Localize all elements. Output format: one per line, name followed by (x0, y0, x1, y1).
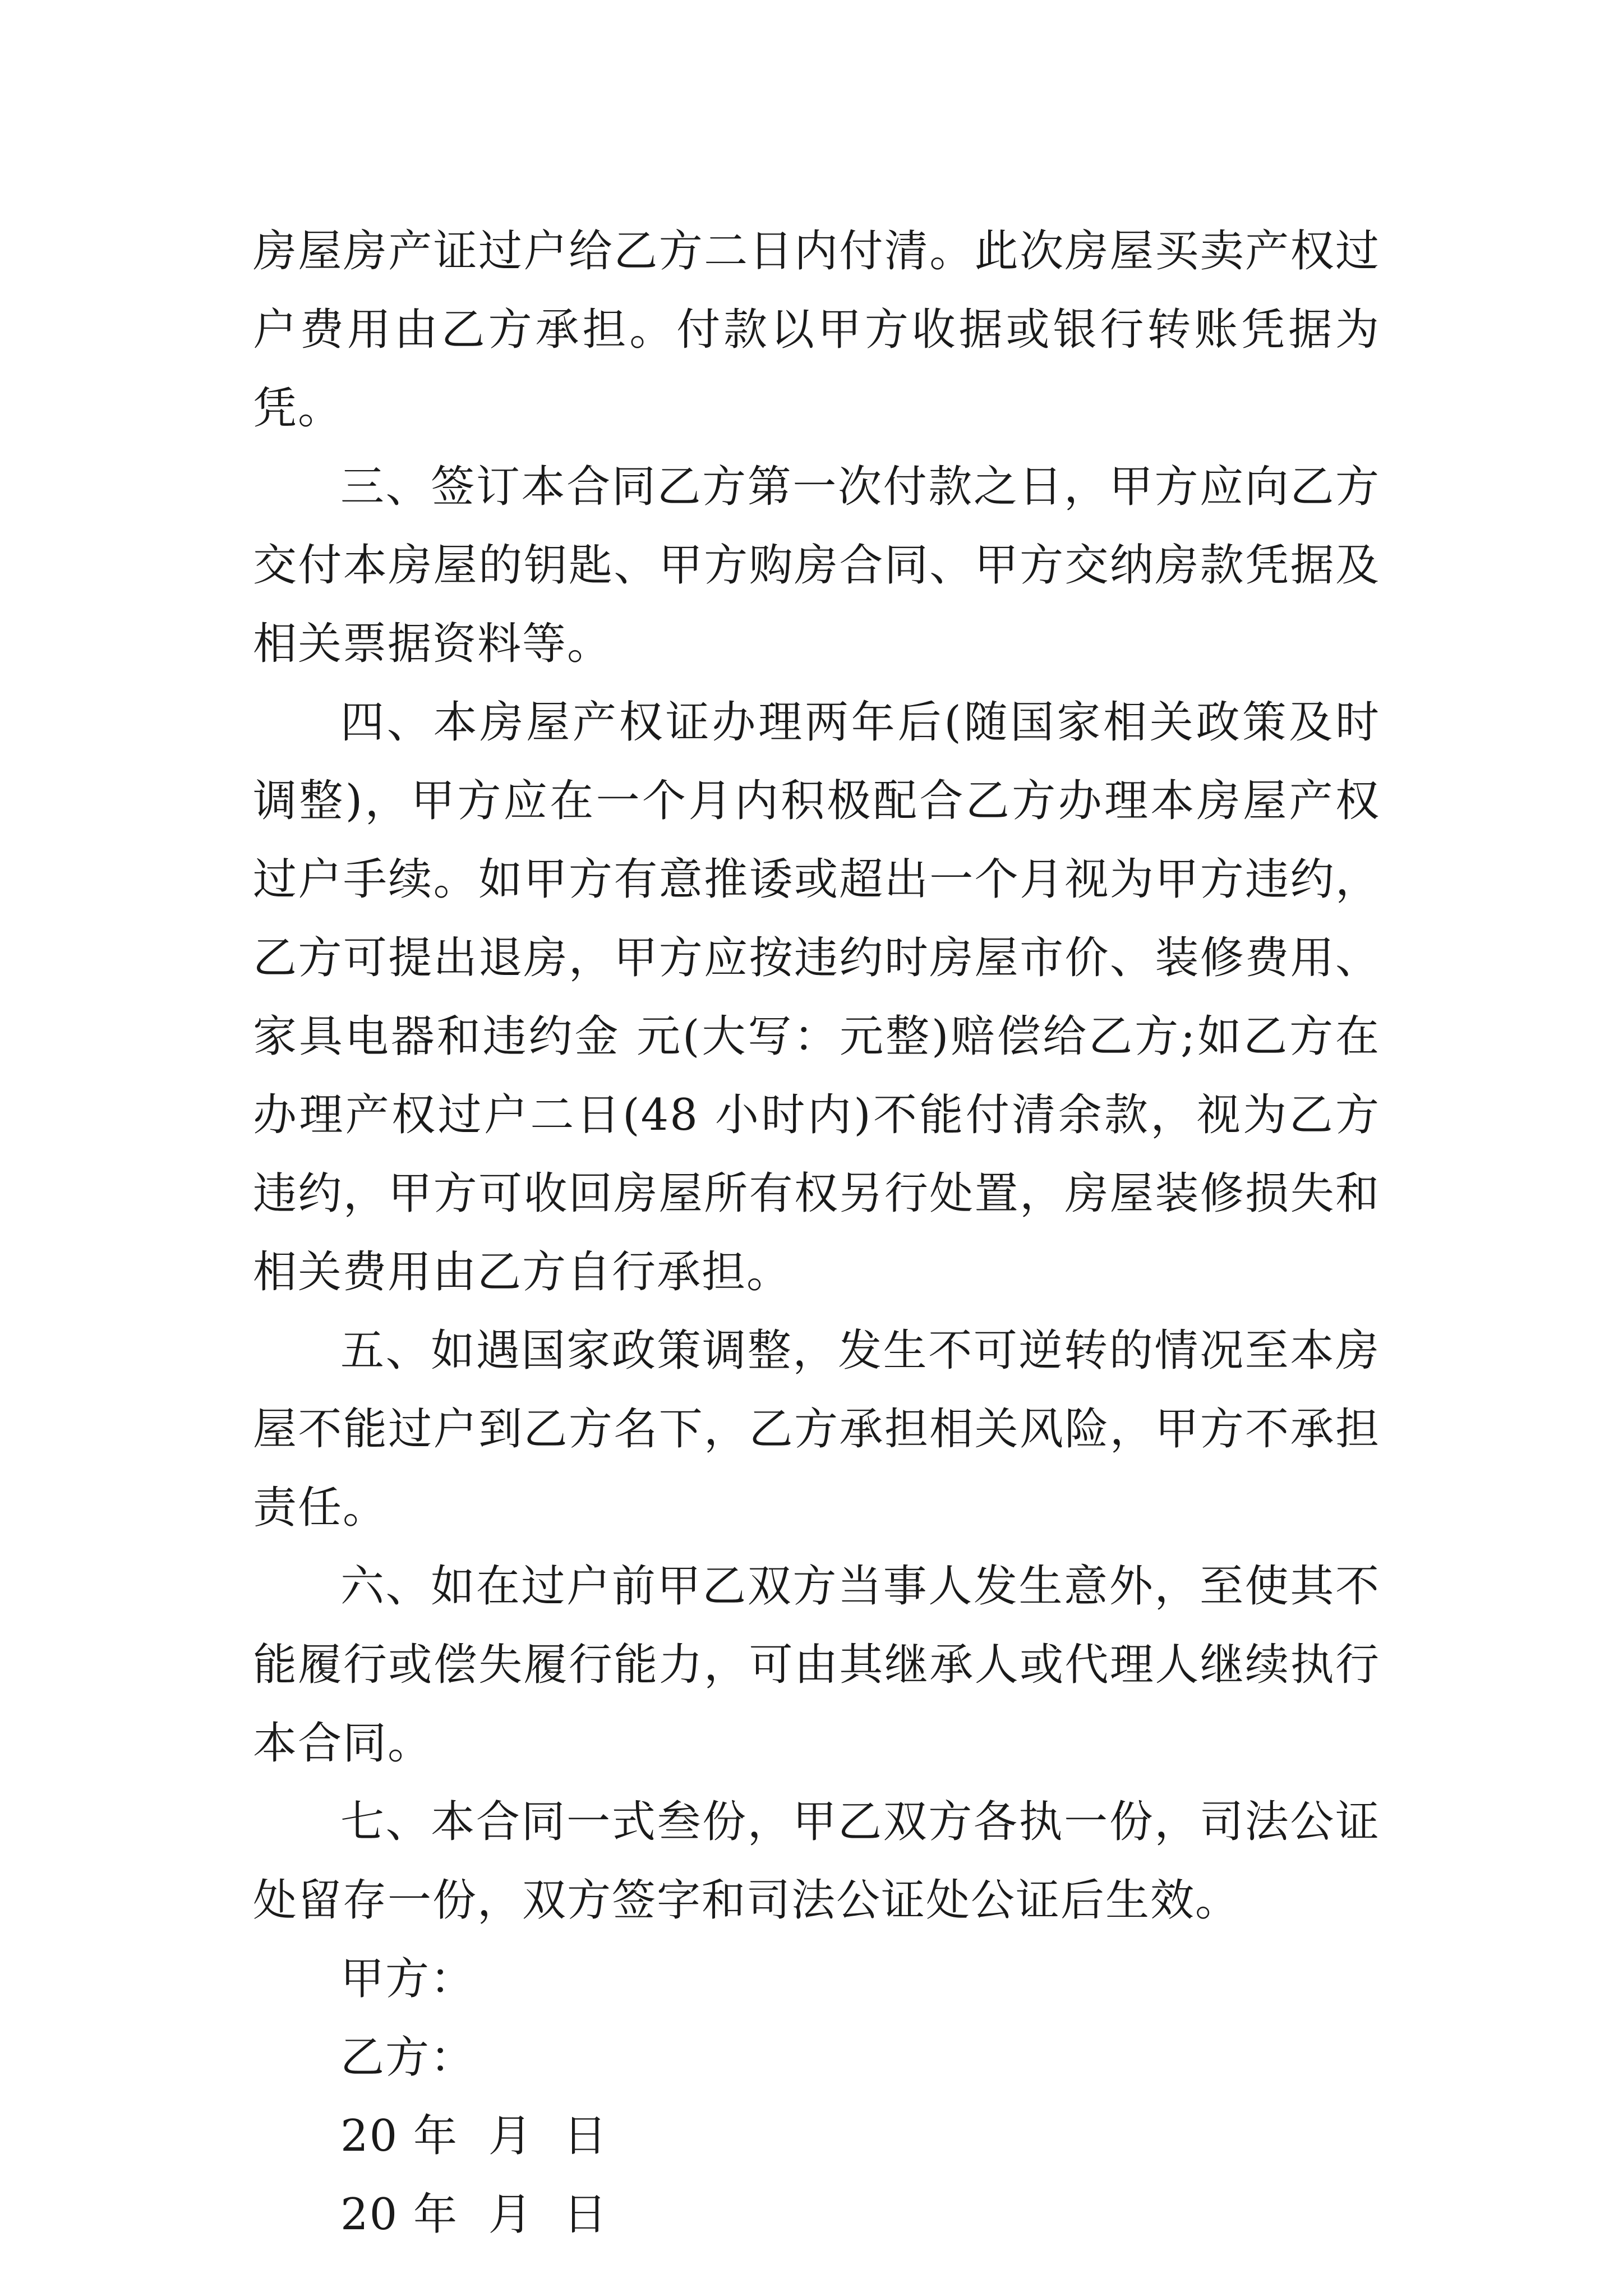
party-a-signature-label: 甲方： (340, 1954, 476, 2004)
clause-three-paragraph: 三、签订本合同乙方第一次付款之日，甲方应向乙方交付本房屋的钥匙、甲方购房合同、甲方交纳房款凭据及相关票据资料等。 (253, 462, 1380, 669)
contract-body (253, 212, 1380, 2254)
signing-date-line-2: 20 年 月 日 (340, 2189, 608, 2240)
clause-six-paragraph: 六、如在过户前甲乙双方当事人发生意外，至使其不能履行或偿失履行能力，可由其继承人或代理人继续执行本合同。 (253, 1561, 1380, 1769)
party-b-signature-label: 乙方： (340, 2032, 476, 2083)
clause-five-paragraph: 五、如遇国家政策调整，发生不可逆转的情况至本房屋不能过户到乙方名下，乙方承担相关风险，甲方不承担责任。 (253, 1326, 1380, 1533)
clause-four-paragraph: 四、本房屋产权证办理两年后(随国家相关政策及时调整)，甲方应在一个月内积极配合乙方办理本房屋产权过户手续。如甲方有意推诿或超出一个月视为甲方违约，乙方可提出退房，甲方应按违约时房屋市价、装修费用、家具电器和违约金 元(大写：元整)赔偿给乙方;如乙方在办理产权过户二日(48 小时内)不能付清余款，视为乙方违约，甲方可收回房屋所有权另行处置，房屋装修损失和相关费用由乙方自行承担。 (253, 697, 1380, 1297)
signing-date-line-1: 20 年 月 日 (340, 2111, 608, 2161)
clause-seven-paragraph: 七、本合同一式叁份，甲乙双方各执一份，司法公证处留存一份，双方签字和司法公证处公证后生效。 (253, 1797, 1380, 1926)
payment-terms-paragraph: 房屋房产证过户给乙方二日内付清。此次房屋买卖产权过户费用由乙方承担。付款以甲方收据或银行转账凭据为凭。 (253, 226, 1380, 434)
